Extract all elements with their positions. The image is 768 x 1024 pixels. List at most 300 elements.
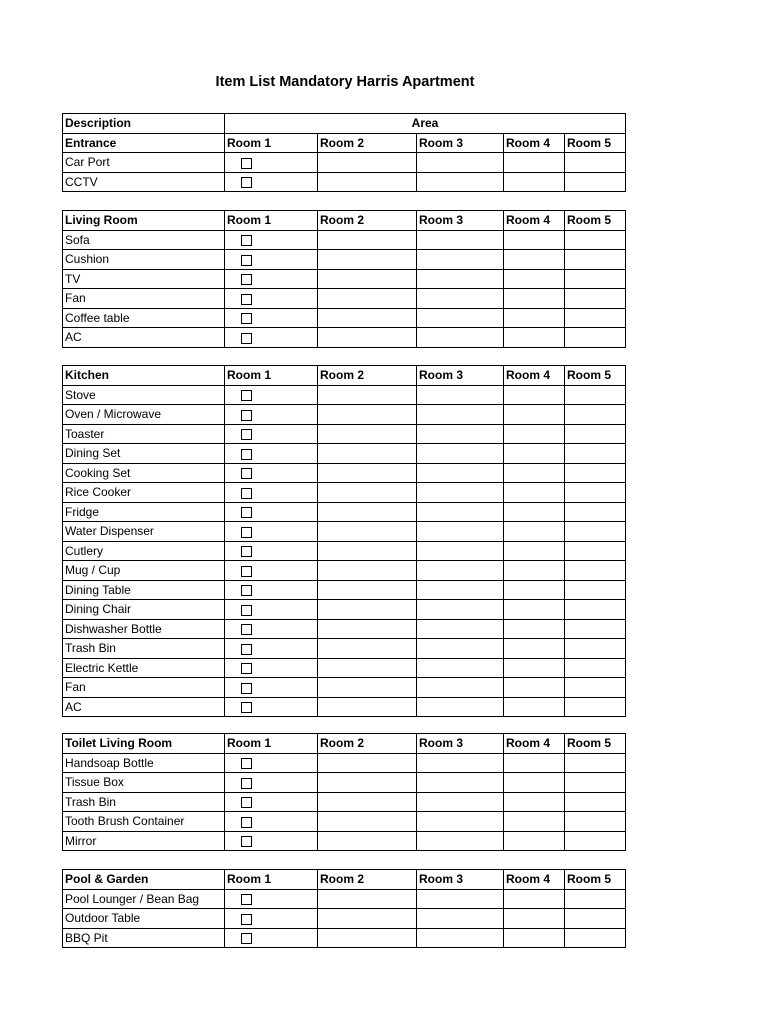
room-3-cell[interactable]: [417, 753, 504, 773]
room-3-cell[interactable]: [417, 172, 504, 192]
checkbox[interactable]: [241, 605, 252, 616]
room-1-value-cell[interactable]: [268, 463, 318, 483]
checkbox[interactable]: [241, 933, 252, 944]
room-2-header: Room 2: [318, 211, 417, 231]
room-4-cell[interactable]: [504, 405, 565, 425]
room-1-check-cell: [225, 580, 268, 600]
table-row: [63, 522, 626, 542]
room-1-value-cell[interactable]: [268, 792, 318, 812]
room-5-cell[interactable]: [565, 561, 626, 581]
room-1-check-cell: [225, 831, 268, 851]
room-5-cell[interactable]: [565, 289, 626, 309]
room-2-header: Room 2: [318, 133, 417, 153]
room-1-check-cell: [225, 928, 268, 948]
room-1-value-cell[interactable]: [268, 658, 318, 678]
room-5-cell[interactable]: [565, 639, 626, 659]
room-1-check-cell: [225, 619, 268, 639]
checkbox[interactable]: [241, 449, 252, 460]
room-4-cell[interactable]: [504, 697, 565, 717]
section-name: Entrance: [63, 133, 225, 153]
room-2-cell[interactable]: [318, 424, 417, 444]
room-1-value-cell[interactable]: [268, 541, 318, 561]
room-2-cell[interactable]: [318, 405, 417, 425]
checkbox[interactable]: [241, 468, 252, 479]
room-4-cell[interactable]: [504, 153, 565, 173]
table-row: [63, 792, 626, 812]
room-4-cell[interactable]: [504, 580, 565, 600]
room-3-cell[interactable]: [417, 444, 504, 464]
checkbox[interactable]: [241, 585, 252, 596]
room-1-value-cell[interactable]: [268, 405, 318, 425]
room-1-check-cell: [225, 250, 268, 270]
room-3-cell[interactable]: [417, 831, 504, 851]
room-1-check-cell: [225, 909, 268, 929]
checkbox[interactable]: [241, 177, 252, 188]
room-1-check-cell: [225, 328, 268, 348]
checkbox[interactable]: [241, 294, 252, 305]
room-2-cell[interactable]: [318, 639, 417, 659]
item-label: Toaster: [63, 424, 225, 444]
room-4-cell[interactable]: [504, 269, 565, 289]
room-5-cell[interactable]: [565, 541, 626, 561]
room-4-cell[interactable]: [504, 909, 565, 929]
room-5-cell[interactable]: [565, 619, 626, 639]
checkbox[interactable]: [241, 507, 252, 518]
room-1-check-cell: [225, 812, 268, 832]
table-row: [63, 230, 626, 250]
room-3-cell[interactable]: [417, 889, 504, 909]
room-1-header: Room 1: [225, 870, 318, 890]
checkbox[interactable]: [241, 914, 252, 925]
room-4-cell[interactable]: [504, 928, 565, 948]
room-3-header: Room 3: [417, 366, 504, 386]
room-4-cell[interactable]: [504, 522, 565, 542]
room-2-cell[interactable]: [318, 619, 417, 639]
table-row: [63, 909, 626, 929]
table-row: [63, 405, 626, 425]
room-1-check-cell: [225, 483, 268, 503]
room-5-cell[interactable]: [565, 483, 626, 503]
checkbox[interactable]: [241, 546, 252, 557]
room-4-cell[interactable]: [504, 444, 565, 464]
room-4-cell[interactable]: [504, 812, 565, 832]
room-3-cell[interactable]: [417, 230, 504, 250]
room-1-value-cell[interactable]: [268, 230, 318, 250]
room-1-check-cell: [225, 561, 268, 581]
room-1-header: Room 1: [225, 734, 318, 754]
table-row: [63, 812, 626, 832]
room-3-cell[interactable]: [417, 385, 504, 405]
room-1-value-cell[interactable]: [268, 502, 318, 522]
room-1-check-cell: [225, 541, 268, 561]
room-2-cell[interactable]: [318, 172, 417, 192]
room-4-cell[interactable]: [504, 172, 565, 192]
item-label: Handsoap Bottle: [63, 753, 225, 773]
room-5-cell[interactable]: [565, 463, 626, 483]
room-3-cell[interactable]: [417, 424, 504, 444]
room-5-cell[interactable]: [565, 678, 626, 698]
room-3-cell[interactable]: [417, 658, 504, 678]
item-label: Stove: [63, 385, 225, 405]
room-1-value-cell[interactable]: [268, 444, 318, 464]
room-5-cell[interactable]: [565, 831, 626, 851]
checkbox[interactable]: [241, 624, 252, 635]
room-1-value-cell[interactable]: [268, 753, 318, 773]
room-4-cell[interactable]: [504, 502, 565, 522]
room-1-value-cell[interactable]: [268, 889, 318, 909]
room-5-cell[interactable]: [565, 172, 626, 192]
item-label: Rice Cooker: [63, 483, 225, 503]
room-2-cell[interactable]: [318, 522, 417, 542]
room-2-cell[interactable]: [318, 269, 417, 289]
room-5-header: Room 5: [565, 133, 626, 153]
room-1-check-cell: [225, 678, 268, 698]
room-1-value-cell[interactable]: [268, 773, 318, 793]
item-label: BBQ Pit: [63, 928, 225, 948]
checkbox[interactable]: [241, 758, 252, 769]
checkbox[interactable]: [241, 894, 252, 905]
item-label: AC: [63, 328, 225, 348]
item-label: Trash Bin: [63, 792, 225, 812]
item-label: Tissue Box: [63, 773, 225, 793]
table-row: [63, 172, 626, 192]
checkbox[interactable]: [241, 797, 252, 808]
room-4-cell[interactable]: [504, 250, 565, 270]
room-3-header: Room 3: [417, 211, 504, 231]
room-2-cell[interactable]: [318, 678, 417, 698]
room-2-cell[interactable]: [318, 230, 417, 250]
checkbox[interactable]: [241, 410, 252, 421]
room-5-cell[interactable]: [565, 889, 626, 909]
room-5-cell[interactable]: [565, 600, 626, 620]
checkbox[interactable]: [241, 429, 252, 440]
room-2-cell[interactable]: [318, 444, 417, 464]
room-3-cell[interactable]: [417, 580, 504, 600]
room-4-cell[interactable]: [504, 773, 565, 793]
room-3-cell[interactable]: [417, 289, 504, 309]
room-1-check-cell: [225, 269, 268, 289]
checkbox[interactable]: [241, 566, 252, 577]
checkbox[interactable]: [241, 313, 252, 324]
table-row: [63, 619, 626, 639]
room-1-value-cell[interactable]: [268, 639, 318, 659]
item-label: Water Dispenser: [63, 522, 225, 542]
table-row: [63, 753, 626, 773]
room-5-cell[interactable]: [565, 230, 626, 250]
room-2-cell[interactable]: [318, 463, 417, 483]
room-3-cell[interactable]: [417, 561, 504, 581]
section-name: Pool & Garden: [63, 870, 225, 890]
room-1-check-cell: [225, 889, 268, 909]
item-label: AC: [63, 697, 225, 717]
table-row: [63, 541, 626, 561]
item-label: Mug / Cup: [63, 561, 225, 581]
room-3-cell[interactable]: [417, 697, 504, 717]
item-label: Dining Table: [63, 580, 225, 600]
room-1-value-cell[interactable]: [268, 308, 318, 328]
room-5-header: Room 5: [565, 366, 626, 386]
table-row: [63, 658, 626, 678]
room-2-cell[interactable]: [318, 697, 417, 717]
room-1-value-cell[interactable]: [268, 619, 318, 639]
room-5-cell[interactable]: [565, 328, 626, 348]
table-row: [63, 483, 626, 503]
room-5-cell[interactable]: [565, 502, 626, 522]
room-3-cell[interactable]: [417, 600, 504, 620]
room-4-cell[interactable]: [504, 831, 565, 851]
room-2-cell[interactable]: [318, 153, 417, 173]
checkbox[interactable]: [241, 235, 252, 246]
room-5-cell[interactable]: [565, 153, 626, 173]
room-1-check-cell: [225, 444, 268, 464]
room-3-cell[interactable]: [417, 619, 504, 639]
room-2-cell[interactable]: [318, 289, 417, 309]
room-3-cell[interactable]: [417, 639, 504, 659]
room-1-header: Room 1: [225, 211, 318, 231]
section-table-toilet-living-room: [62, 733, 626, 851]
checkbox[interactable]: [241, 836, 252, 847]
room-5-cell[interactable]: [565, 444, 626, 464]
table-header-row: [63, 114, 626, 134]
room-3-cell[interactable]: [417, 541, 504, 561]
room-4-cell[interactable]: [504, 658, 565, 678]
room-5-cell[interactable]: [565, 269, 626, 289]
room-1-check-cell: [225, 502, 268, 522]
room-1-check-cell: [225, 172, 268, 192]
table-row: [63, 639, 626, 659]
item-label: Sofa: [63, 230, 225, 250]
room-5-cell[interactable]: [565, 792, 626, 812]
room-3-cell[interactable]: [417, 328, 504, 348]
room-2-cell[interactable]: [318, 753, 417, 773]
room-4-cell[interactable]: [504, 328, 565, 348]
room-1-check-cell: [225, 753, 268, 773]
checkbox[interactable]: [241, 255, 252, 266]
room-1-value-cell[interactable]: [268, 153, 318, 173]
table-row: [63, 580, 626, 600]
table-row: [63, 385, 626, 405]
item-label: Tooth Brush Container: [63, 812, 225, 832]
room-2-cell[interactable]: [318, 561, 417, 581]
checkbox[interactable]: [241, 778, 252, 789]
room-4-cell[interactable]: [504, 619, 565, 639]
room-1-check-cell: [225, 153, 268, 173]
section-header-row: [63, 211, 626, 231]
room-4-cell[interactable]: [504, 483, 565, 503]
checkbox[interactable]: [241, 817, 252, 828]
room-3-cell[interactable]: [417, 463, 504, 483]
room-4-cell[interactable]: [504, 541, 565, 561]
table-row: [63, 308, 626, 328]
room-4-cell[interactable]: [504, 639, 565, 659]
section-header-row: [63, 734, 626, 754]
table-row: [63, 153, 626, 173]
room-1-check-cell: [225, 463, 268, 483]
room-1-header: Room 1: [225, 133, 318, 153]
room-1-value-cell[interactable]: [268, 697, 318, 717]
room-5-cell[interactable]: [565, 580, 626, 600]
room-1-check-cell: [225, 658, 268, 678]
room-3-cell[interactable]: [417, 483, 504, 503]
room-5-header: Room 5: [565, 734, 626, 754]
room-4-cell[interactable]: [504, 678, 565, 698]
item-label: Pool Lounger / Bean Bag: [63, 889, 225, 909]
room-1-check-cell: [225, 600, 268, 620]
room-2-cell[interactable]: [318, 928, 417, 948]
table-row: [63, 600, 626, 620]
room-2-cell[interactable]: [318, 831, 417, 851]
room-1-value-cell[interactable]: [268, 812, 318, 832]
room-3-cell[interactable]: [417, 792, 504, 812]
room-3-cell[interactable]: [417, 812, 504, 832]
room-3-cell[interactable]: [417, 502, 504, 522]
room-3-cell[interactable]: [417, 522, 504, 542]
room-4-cell[interactable]: [504, 289, 565, 309]
room-2-cell[interactable]: [318, 328, 417, 348]
item-label: Cooking Set: [63, 463, 225, 483]
room-1-value-cell[interactable]: [268, 424, 318, 444]
room-4-header: Room 4: [504, 734, 565, 754]
checkbox[interactable]: [241, 488, 252, 499]
room-5-header: Room 5: [565, 870, 626, 890]
room-5-cell[interactable]: [565, 250, 626, 270]
checkbox[interactable]: [241, 158, 252, 169]
room-2-cell[interactable]: [318, 308, 417, 328]
room-4-cell[interactable]: [504, 230, 565, 250]
section-table-entrance: [62, 113, 626, 192]
room-2-cell[interactable]: [318, 580, 417, 600]
room-4-cell[interactable]: [504, 463, 565, 483]
room-4-cell[interactable]: [504, 600, 565, 620]
room-1-value-cell[interactable]: [268, 580, 318, 600]
room-1-check-cell: [225, 308, 268, 328]
room-4-cell[interactable]: [504, 792, 565, 812]
room-2-cell[interactable]: [318, 502, 417, 522]
room-2-cell[interactable]: [318, 385, 417, 405]
item-label: Dining Set: [63, 444, 225, 464]
room-1-value-cell[interactable]: [268, 289, 318, 309]
room-1-value-cell[interactable]: [268, 172, 318, 192]
room-3-cell[interactable]: [417, 153, 504, 173]
checkbox[interactable]: [241, 390, 252, 401]
room-3-cell[interactable]: [417, 909, 504, 929]
room-2-cell[interactable]: [318, 250, 417, 270]
room-2-cell[interactable]: [318, 483, 417, 503]
room-3-cell[interactable]: [417, 250, 504, 270]
room-5-cell[interactable]: [565, 424, 626, 444]
room-2-cell[interactable]: [318, 909, 417, 929]
room-5-cell[interactable]: [565, 812, 626, 832]
room-5-cell[interactable]: [565, 753, 626, 773]
area-header: Area: [225, 114, 626, 134]
room-1-value-cell[interactable]: [268, 385, 318, 405]
room-5-cell[interactable]: [565, 385, 626, 405]
room-3-cell[interactable]: [417, 405, 504, 425]
room-1-check-cell: [225, 289, 268, 309]
room-1-value-cell[interactable]: [268, 483, 318, 503]
room-3-cell[interactable]: [417, 678, 504, 698]
checkbox[interactable]: [241, 527, 252, 538]
room-3-cell[interactable]: [417, 928, 504, 948]
room-4-cell[interactable]: [504, 424, 565, 444]
room-5-cell[interactable]: [565, 909, 626, 929]
room-1-value-cell[interactable]: [268, 328, 318, 348]
room-1-value-cell[interactable]: [268, 600, 318, 620]
room-2-cell[interactable]: [318, 792, 417, 812]
room-5-cell[interactable]: [565, 658, 626, 678]
room-3-header: Room 3: [417, 133, 504, 153]
room-3-cell[interactable]: [417, 269, 504, 289]
section-header-row: [63, 870, 626, 890]
room-1-check-cell: [225, 230, 268, 250]
room-2-cell[interactable]: [318, 541, 417, 561]
room-1-value-cell[interactable]: [268, 678, 318, 698]
room-4-header: Room 4: [504, 133, 565, 153]
room-3-cell[interactable]: [417, 308, 504, 328]
room-2-cell[interactable]: [318, 889, 417, 909]
room-3-cell[interactable]: [417, 773, 504, 793]
checkbox[interactable]: [241, 663, 252, 674]
item-label: Cushion: [63, 250, 225, 270]
room-2-header: Room 2: [318, 734, 417, 754]
room-4-cell[interactable]: [504, 385, 565, 405]
checkbox[interactable]: [241, 333, 252, 344]
item-label: Fan: [63, 678, 225, 698]
item-label: Trash Bin: [63, 639, 225, 659]
room-2-cell[interactable]: [318, 812, 417, 832]
room-4-cell[interactable]: [504, 889, 565, 909]
room-1-value-cell[interactable]: [268, 250, 318, 270]
room-4-cell[interactable]: [504, 308, 565, 328]
document-title: Item List Mandatory Harris Apartment: [215, 74, 475, 90]
room-5-cell[interactable]: [565, 522, 626, 542]
room-1-value-cell[interactable]: [268, 269, 318, 289]
section-header-row: [63, 366, 626, 386]
section-header-row: [63, 133, 626, 153]
room-4-cell[interactable]: [504, 753, 565, 773]
room-2-cell[interactable]: [318, 658, 417, 678]
section-name: Living Room: [63, 211, 225, 231]
room-5-cell[interactable]: [565, 697, 626, 717]
checkbox[interactable]: [241, 702, 252, 713]
room-3-header: Room 3: [417, 870, 504, 890]
room-1-check-cell: [225, 405, 268, 425]
room-2-cell[interactable]: [318, 773, 417, 793]
room-1-check-cell: [225, 522, 268, 542]
room-4-header: Room 4: [504, 870, 565, 890]
room-1-value-cell[interactable]: [268, 909, 318, 929]
room-1-value-cell[interactable]: [268, 831, 318, 851]
room-1-value-cell[interactable]: [268, 522, 318, 542]
item-label: Oven / Microwave: [63, 405, 225, 425]
checkbox[interactable]: [241, 644, 252, 655]
checkbox[interactable]: [241, 274, 252, 285]
section-table-living-room: [62, 210, 626, 348]
checkbox[interactable]: [241, 683, 252, 694]
room-5-cell[interactable]: [565, 308, 626, 328]
room-5-cell[interactable]: [565, 405, 626, 425]
room-2-cell[interactable]: [318, 600, 417, 620]
table-row: [63, 328, 626, 348]
room-1-value-cell[interactable]: [268, 561, 318, 581]
section-table-kitchen: [62, 365, 626, 717]
item-label: Fridge: [63, 502, 225, 522]
item-label: Mirror: [63, 831, 225, 851]
room-5-cell[interactable]: [565, 773, 626, 793]
room-5-cell[interactable]: [565, 928, 626, 948]
room-4-cell[interactable]: [504, 561, 565, 581]
room-1-value-cell[interactable]: [268, 928, 318, 948]
